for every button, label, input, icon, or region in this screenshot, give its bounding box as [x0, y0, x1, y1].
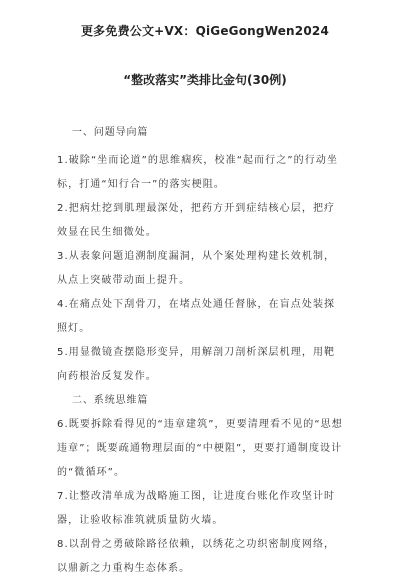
paragraph: 4.在痛点处下刮骨刀，在堵点处通任督脉，在盲点处装探照灯。: [57, 299, 336, 334]
section-heading: 一、问题导向篇: [72, 127, 149, 138]
paragraph: 2.把病灶挖到肌理最深处，把药方开到症结核心层，把疗效显在民生细微处。: [57, 203, 336, 238]
paragraph: 5.用显微镜查摆隐形变异，用解剖刀剖析深层机理，用靶向药根治反复发作。: [57, 347, 336, 382]
paragraph: 6.既要拆除看得见的“违章建筑”，更要清理看不见的“思想违章”；既要疏通物理层面的“中梗阻”，更要打通制度设计的“微循环”。: [57, 419, 343, 478]
section-heading: 二、系统思维篇: [72, 395, 149, 406]
document-body: [57, 121, 343, 581]
paragraph: 7.让整改清单成为战略施工图，让进度台账化作攻坚计时器，让验收标准筑就质量防火墙。: [57, 491, 336, 526]
document-title: “整改落实”类排比金句(30例): [123, 73, 287, 87]
paragraph: 3.从表象问题追溯制度漏洞，从个案处理构建长效机制，从点上突破带动面上提升。: [57, 251, 336, 286]
paragraph: 8.以刮骨之勇破除路径依赖，以绣花之功织密制度网络，以鼎新之力重构生态体系。: [57, 539, 336, 574]
paragraph: 1.破除“坐而论道”的思维痼疾，校准“起而行之”的行动坐标，打通“知行合一”的落实梗阻。: [57, 155, 339, 190]
document-header: 更多免费公文+VX：QiGeGongWen2024: [80, 24, 329, 38]
